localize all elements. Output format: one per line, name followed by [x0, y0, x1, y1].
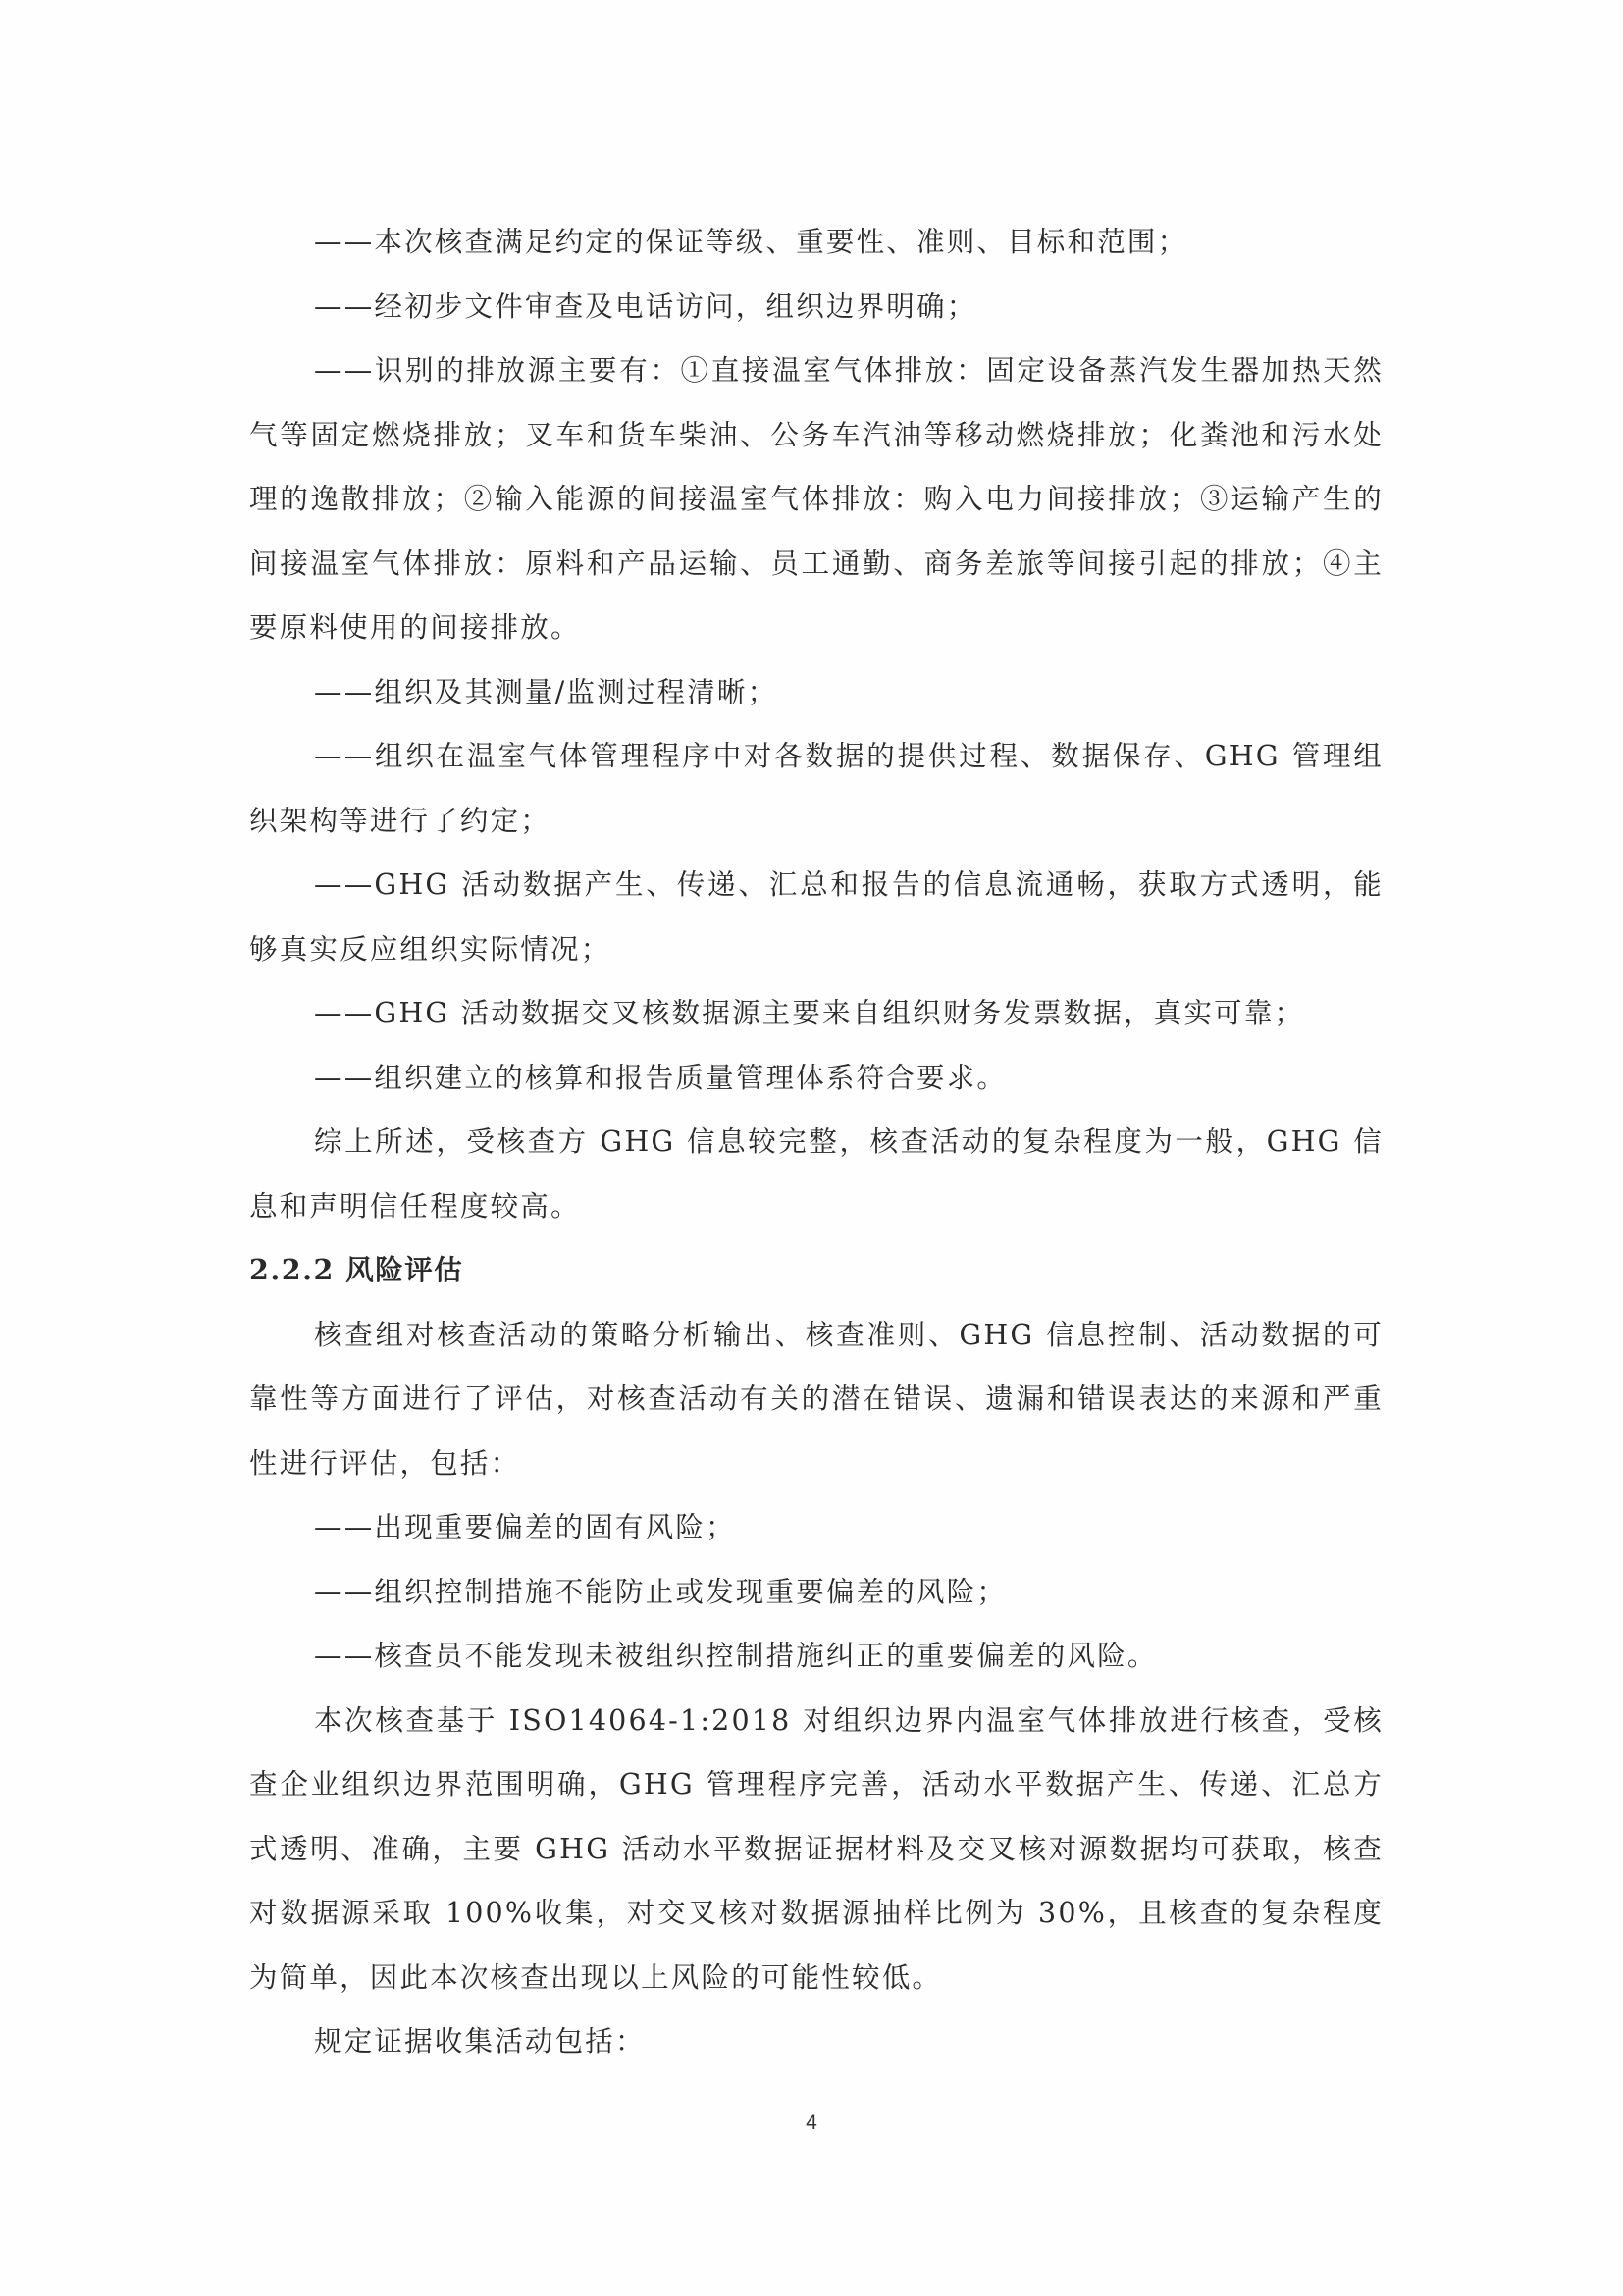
paragraph-monitoring-process: ——组织及其测量/监测过程清晰；	[314, 675, 778, 708]
page-body	[249, 210, 1384, 2074]
section-heading-risk-assessment: 2.2.2 风险评估	[249, 1253, 464, 1286]
paragraph-risk-conclusion: 本次核查基于 ISO14064-1:2018 对组织边界内温室气体排放进行核查，受核查企业组织边界范围明确，GHG 管理程序完善，活动水平数据产生、传递、汇总方式透明、准确，主要 GHG 活动水平数据证据材料及交叉核对源数据均可获取，核查对数据源采取 100%收集，对交叉核对数据源抽样比例为 30%，且核查的复杂程度为简单，因此本次核查出现以上风险的可能性较低。	[249, 1703, 1384, 1994]
paragraph-organization-boundary: ——经初步文件审查及电话访问，组织边界明确；	[314, 289, 977, 323]
paragraph-risk-assessment-intro: 核查组对核查活动的策略分析输出、核查准则、GHG 信息控制、活动数据的可靠性等方面进行了评估，对核查活动有关的潜在错误、遗漏和错误表达的来源和严重性进行评估，包括：	[249, 1318, 1384, 1480]
paragraph-detection-risk: ——核查员不能发现未被组织控制措施纠正的重要偏差的风险。	[314, 1640, 1158, 1672]
paragraph-inherent-risk: ——出现重要偏差的固有风险；	[314, 1511, 736, 1543]
paragraph-data-management: ——组织在温室气体管理程序中对各数据的提供过程、数据保存、GHG 管理组织架构等进行了约定；	[249, 740, 1384, 837]
paragraph-information-flow: ——GHG 活动数据产生、传递、汇总和报告的信息流通畅，获取方式透明，能够真实反应组织实际情况；	[249, 868, 1384, 965]
paragraph-emission-sources: ——识别的排放源主要有：①直接温室气体排放：固定设备蒸汽发生器加热天然气等固定燃烧排放；叉车和货车柴油、公务车汽油等移动燃烧排放；化粪池和污水处理的逸散排放；②输入能源的间接温室气体排放：购入电力间接排放；③运输产生的间接温室气体排放：原料和产品运输、员工通勤、商务差旅等间接引起的排放；④主要原料使用的间接排放。	[249, 354, 1384, 644]
paragraph-control-risk: ——组织控制措施不能防止或发现重要偏差的风险；	[314, 1575, 1008, 1608]
paragraph-cross-check-source: ——GHG 活动数据交叉核数据源主要来自组织财务发票数据，真实可靠；	[314, 997, 1305, 1029]
paragraph-quality-system: ——组织建立的核算和报告质量管理体系符合要求。	[314, 1061, 1008, 1094]
page-number: 4	[806, 2112, 817, 2134]
paragraph-assurance-scope: ——本次核查满足约定的保证等级、重要性、准则、目标和范围；	[314, 226, 1188, 258]
paragraph-summary: 综上所述，受核查方 GHG 信息较完整，核查活动的复杂程度为一般，GHG 信息和声明信任程度较高。	[249, 1125, 1384, 1223]
paragraph-evidence-collection: 规定证据收集活动包括：	[314, 2025, 646, 2058]
